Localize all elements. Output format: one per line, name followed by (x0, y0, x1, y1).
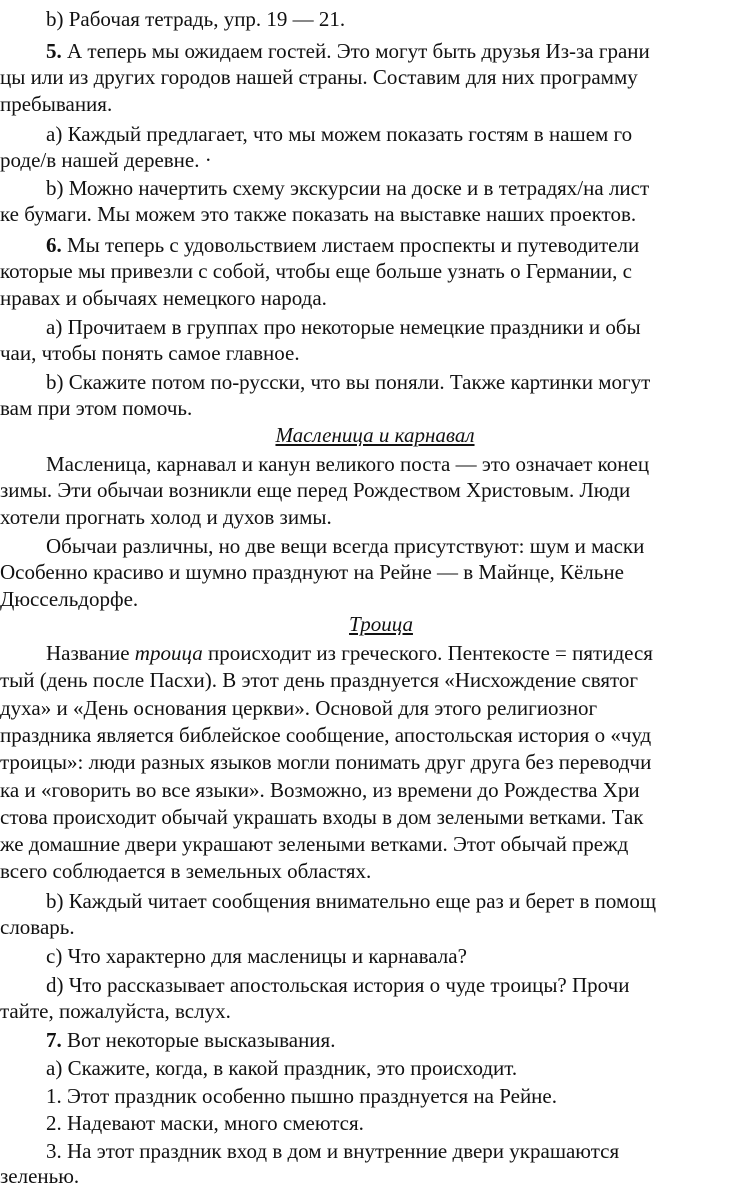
text-line: b) Можно начертить схему экскурсии на доске и в тетрадях/на лист (46, 176, 650, 200)
exercise-5-line: 5. А теперь мы ожидаем гостей. Это могут быть друзья Из-за грани (46, 39, 650, 63)
text-line: духа» и «День основания церкви». Основой для этого религиозног (0, 696, 598, 720)
italic-term: троица (134, 641, 203, 665)
exercise-number: 6. (46, 233, 62, 257)
text-line: тый (день после Пасхи). В этот день празднуется «Нисхождение святог (0, 668, 639, 692)
text-line: чаи, чтобы понять самое главное. (0, 341, 300, 365)
text-line: троицы»: люди разных языков могли понимать друг друга без переводчи (0, 750, 652, 774)
text-line: c) Что характерно для масленицы и карнавала? (46, 944, 467, 968)
list-item: 2. Надевают маски, много смеются. (46, 1111, 364, 1135)
text-line: всего соблюдается в земельных областях. (0, 859, 372, 883)
exercise-number: 7. (46, 1028, 62, 1052)
text-line: словарь. (0, 915, 75, 939)
exercise-number: 5. (46, 39, 62, 63)
text-line: зимы. Эти обычаи возникли еще перед Рождеством Христовым. Люди (0, 478, 631, 502)
exercise-7-line: 7. Вот некоторые высказывания. (46, 1028, 336, 1052)
list-item: 3. На этот праздник вход в дом и внутренние двери украшаются (46, 1139, 620, 1163)
text-line: цы или из других городов нашей страны. Составим для них программу (0, 65, 638, 89)
exercise-6-line: 6. Мы теперь с удовольствием листаем проспекты и путеводители (46, 233, 640, 257)
text-line: хотели прогнать холод и духов зимы. (0, 505, 332, 529)
text-line: b) Каждый читает сообщения внимательно еще раз и берет в помощ (46, 889, 656, 913)
text-line: зеленью. (0, 1164, 80, 1188)
section-heading-troitsa: Троица (349, 612, 413, 636)
text-line (46, 640, 730, 667)
text-line: ке бумаги. Мы можем это также показать на выставке наших проектов. (0, 202, 637, 226)
text-line: Масленица, карнавал и канун великого поста — это означает конец (46, 452, 650, 476)
list-item: 1. Этот праздник особенно пышно празднуется на Рейне. (46, 1084, 557, 1108)
text-fragment: происходит из греческого. Пентекосте = пятидеся (207, 641, 653, 665)
text-line: a) Прочитаем в группах про некоторые немецкие праздники и обы (46, 315, 641, 339)
text-line: тайте, пожалуйста, вслух. (0, 999, 231, 1023)
text-line: Дюссельдорфе. (0, 587, 139, 611)
text-line: ка и «говорить во все языки». Возможно, из времени до Рождества Хри (0, 778, 640, 802)
text-line: a) Скажите, когда, в какой праздник, это происходит. (46, 1056, 518, 1080)
text-line: Обычаи различны, но две вещи всегда присутствуют: шум и маски (46, 534, 645, 558)
text-line: Особенно красиво и шумно празднуют на Рейне — в Майнце, Кёльне (0, 560, 624, 584)
text-line: a) Каждый предлагает, что мы можем показать гостям в нашем го (46, 122, 633, 146)
text-line: вам при этом помочь. (0, 396, 193, 420)
text-line: d) Что рассказывает апостольская история о чуде троицы? Прочи (46, 973, 630, 997)
text-line: b) Рабочая тетрадь, упр. 19 — 21. (46, 7, 346, 31)
text-line: которые мы привезли с собой, чтобы еще больше узнать о Германии, с (0, 259, 632, 283)
section-heading-maslenitsa: Масленица и карнавал (275, 423, 475, 447)
text-fragment: Название (46, 641, 130, 665)
text-line: роде/в нашей деревне. · (0, 148, 212, 172)
text-line: стова происходит обычай украшать входы в дом зелеными ветками. Так (0, 805, 644, 829)
text-line: нравах и обычаях немецкого народа. (0, 286, 327, 310)
text-line: праздника является библейское сообщение, апостольская история о «чуд (0, 723, 652, 747)
text-line: пребывания. (0, 92, 113, 116)
text-line: же домашние двери украшают зелеными ветками. Этот обычай прежд (0, 832, 629, 856)
text-line: b) Скажите потом по-русски, что вы поняли. Также картинки могут (46, 370, 651, 394)
